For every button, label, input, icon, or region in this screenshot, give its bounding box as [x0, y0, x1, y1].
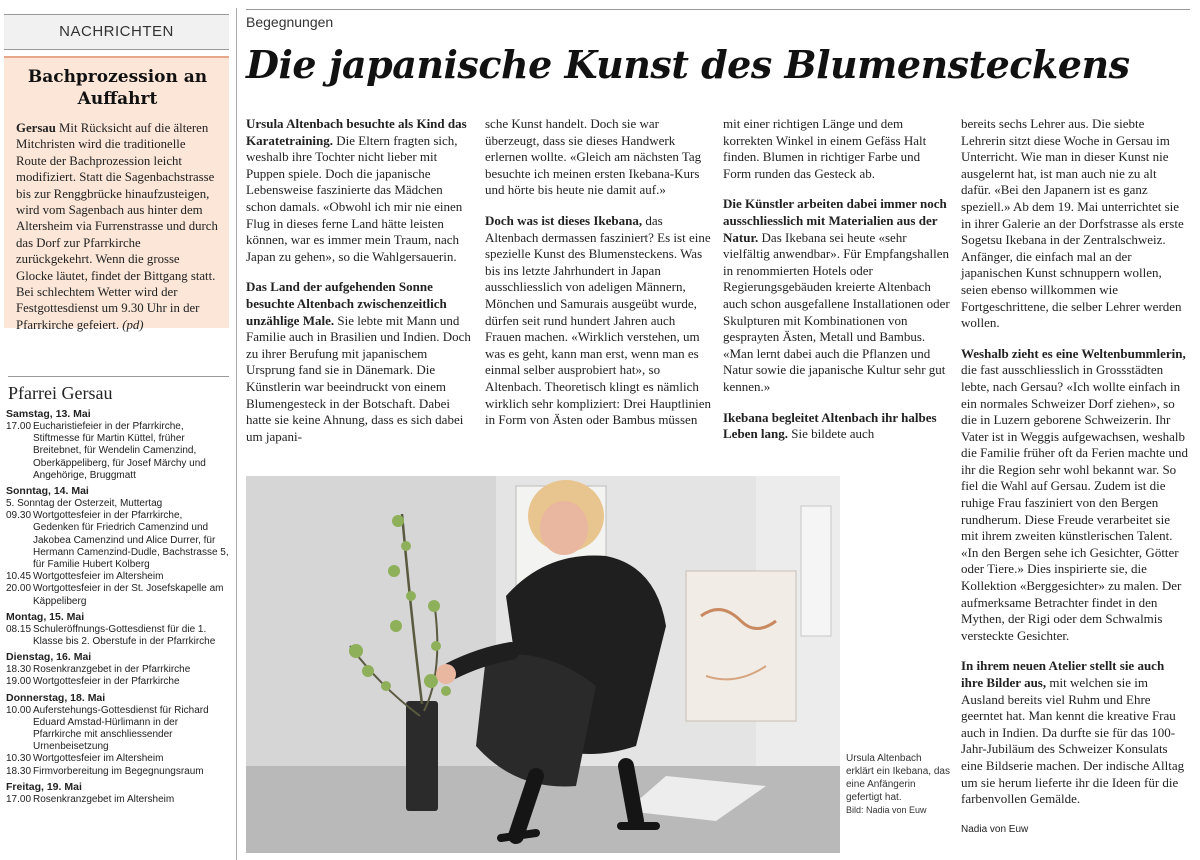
article-paragraph [485, 213, 713, 429]
schedule-entry [6, 705, 229, 754]
schedule-time: 18.30 [6, 765, 32, 777]
schedule-text: Rosenkranzgebet in der Pfarrkirche [33, 664, 191, 676]
photo-caption [846, 752, 952, 817]
rubric: Begegnungen [246, 14, 334, 30]
article-column-3 [723, 116, 951, 457]
schedule-entry [6, 624, 229, 648]
schedule-entry [6, 676, 229, 688]
news-body [16, 120, 219, 333]
schedule-day-name: Sonntag, 14. Mai [6, 485, 89, 498]
schedule-entry [6, 753, 229, 765]
schedule-day-name: Donnerstag, 18. Mai [6, 691, 106, 704]
schedule-time: 19.00 [6, 676, 32, 688]
article-paragraph [246, 279, 474, 445]
schedule-time: 10.45 [6, 571, 32, 583]
paragraph-text: bereits sechs Lehrer aus. Die siebte Lehrerin sitzt diese Woche in Gersau im Unterricht. Wie man in dieser Kunst nie ausgelernt hat, ist man auch nie zu alt dafür. «Bei den Japanern ist es ganz speziell.» Ab dem 19. Mai unterrichtet sie in ihrer Galerie an der Dorfstrasse als erste Sogetsu Ikebana in der Zentralschweiz. Anfänger, die einfach mal an der japanischen Kunst schnuppern wollen, seien ebenso willkommen wie Fortgeschrittene, die selber Lehrer werden wollen. [961, 116, 1184, 331]
section-header: NACHRICHTEN [4, 14, 229, 50]
schedule-time: 08.15 [6, 623, 32, 635]
schedule-time: 10.30 [6, 753, 32, 765]
photo-illustration [246, 476, 840, 853]
paragraph-text: mit einer richtigen Länge und dem korrekten Winkel in einem Gefäss Halt finden. Blumen in richtiger Farbe und Form runden das Gesteck ab. [723, 116, 927, 181]
article-column-2 [485, 116, 713, 443]
paragraph-text: Das Ikebana sei heute «sehr vielfältig anwendbar». Für Empfangshallen in renommierten Hotels oder Regierungsgebäuden kreierte Altenbach auch schon ausgefallene Installationen oder Skulpturen mit Kombinationen von gesprayten Ästen, Metall und Bambus. «Man lernt dabei auch die Pflanzen und Natur sowie die japanische Kultur sehr gut kennen.» [723, 229, 950, 394]
schedule-text: Wortgottesfeier in der Pfarrkirche [33, 676, 180, 688]
article-column-1 [246, 116, 474, 459]
news-text: Mit Rücksicht auf die älteren Mitchristen wird die traditionelle Route der Bachprozession leicht modifiziert. Statt die Sagenbachstrasse bis zur Renggbrücke hinaufzusteigen, wird vom Sagenbach aus hinter dem Altersheim via Furrenstrasse und durch das Dorf zur Pfarrkirche zurückgekehrt. Wenn die grosse Glocke läutet, findet der Bittgang statt. Bei schlechtem Wetter wird der Festgottesdienst um 9.30 Uhr in der Pfarrkirche gefeiert. [16, 121, 218, 332]
schedule-text: Schuleröffnungs-Gottesdienst für die 1. Klasse bis 2. Oberstufe in der Pfarrkirche [33, 623, 216, 648]
article-photo [246, 476, 840, 853]
article-paragraph [723, 410, 951, 443]
schedule-day [6, 692, 229, 778]
paragraph-lead: Ikebana begleitet Altenbach ihr halbes Leben lang. [723, 409, 937, 442]
church-schedule [6, 408, 229, 809]
schedule-entry [6, 498, 229, 510]
paragraph-text: Sie lebte mit Mann und Familie auch in Brasilien und Indien. Doch zu ihrer Berufung mit japanischem Ursprung fand sie in Dänemark. Die Künstlerin war beeindruckt von einem Blumengesteck in der Botschaft. Dabei hatte sie keine Ahnung, dass es sich dabei um japani- [246, 312, 471, 444]
column-divider [236, 8, 237, 860]
schedule-text: Firmvorbereitung im Begegnungsraum [33, 765, 204, 777]
article-paragraph [961, 116, 1189, 332]
news-title: Bachprozession an Auffahrt [27, 67, 208, 109]
schedule-day [6, 611, 229, 648]
article-paragraph [723, 116, 951, 182]
column-4-text [961, 116, 1189, 808]
caption-text: Ursula Altenbach erklärt ein Ikebana, das eine Anfängerin gefertigt hat. [846, 753, 950, 803]
paragraph-text: mit welchen sie im Ausland bereits viel Ruhm und Ehre geerntet hat. Man kennt die kreative Frau auch in Indien. Da durfte sie für das 100-Jahr-Jubiläum des Schweizer Konsulats eine Bildserie machen. Der indische Alltag um sie herum lieferte ihr die Ideen für die farbenvollen Gemälde. [961, 675, 1185, 807]
schedule-entry [6, 664, 229, 676]
schedule-entry [6, 766, 229, 778]
schedule-entry [6, 421, 229, 482]
schedule-day-name: Freitag, 19. Mai [6, 780, 82, 793]
paragraph-text: Sie bildete auch [788, 426, 875, 442]
schedule-text: Auferstehungs-Gottesdienst für Richard Eduard Amstad-Hürlimann in der Pfarrkirche mit anschliessender Urnenbeisetzung [33, 704, 209, 753]
article-paragraph [485, 116, 713, 199]
paragraph-text: sche Kunst handelt. Doch sie war überzeugt, dass sie dieses Handwerk erlernen wollte. «Gleich am nächsten Tag besuchte ich meinen ersten Ikebana-Kurs und hörte bis heute nie damit auf.» [485, 116, 702, 198]
schedule-text: Eucharistiefeier in der Pfarrkirche, Stiftmesse für Martin Küttel, früher Breitebnet, für Wendelin Camenzind, Oberkäppeliberg, für Josef Märchy und Angehörige, Bruggmatt [33, 421, 206, 481]
paragraph-lead: Doch was ist dieses Ikebana, [485, 212, 643, 228]
schedule-day [6, 408, 229, 482]
schedule-time: 17.00 [6, 421, 32, 432]
paragraph-text: das Altenbach dermassen fasziniert? Es ist eine spezielle Kunst des Blumensteckens. Was bis ins letzte Jahrhundert in Japan ausschliesslich von adeligen Männern, Mönchen und Samurais ausgeübt wurde, dürfen seit rund hundert Jahren auch Frauen machen. «Wirklich verstehen, um was es geht, kann man erst, wenn man es einmal selber ausprobiert hat», so Altenbach. Theoretisch klingt es nämlich wirklich sehr kompliziert: Drei Hauptlinien in Form von Ästen oder Bambus müssen [485, 212, 711, 428]
schedule-time: 09.30 [6, 510, 32, 522]
schedule-time: 18.30 [6, 664, 32, 676]
article-paragraph [723, 196, 951, 395]
schedule-text: 5. Sonntag der Osterzeit, Muttertag [6, 498, 163, 510]
schedule-day-name: Samstag, 13. Mai [6, 408, 91, 420]
paragraph-text: Die Eltern fragten sich, weshalb ihre Tochter nicht lieber mit Puppen spiele. Doch die japanische Lebensweise faszinierte das Mädchen schon damals. «Obwohl ich mir nie einen Flug in dieses ferne Land hätte leisten können, war es immer mein Traum, nach Japan zu gehen», so die Wahlgersauerin. [246, 132, 463, 264]
paragraph-text: die fast ausschliesslich in Grossstädten lebte, nach Gersau? «Ich wollte einfach in ein normales Schweizer Dorf ziehen», so die in Luzern geborene Schweizerin. Ihr Vater ist in Weggis aufgewachsen, weshalb die Familie früher oft da Ferien machte und ihr die Region sehr wohl bekannt war. So fiel die Wahl auf Gersau. Zudem ist die ruhige Frau fasziniert von den Bergen rundherum. Diese Freude verarbeitet sie mit ihrem zweiten künstlerischen Talent. «In den Bergen sehe ich Gesichter, Götter oder Tiere.» Dies inspirierte sie, die Kollektion «Berggesichter» zu malen. Der aufmerksame Betrachter findet in den Mythen, der Rigi oder dem Schwalmis versteckte Gesichter. [961, 362, 1189, 643]
schedule-entry [6, 794, 229, 806]
schedule-text: Wortgottesfeier in der Pfarrkirche, Gedenken für Friedrich Camenzind und Jakobea Camenzind und Alice Durrer, für Hermann Camenzind-Dudle, Bachstrasse 5, für Familie Hubert Kolberg [33, 510, 229, 571]
photo-credit: Bild: Nadia von Euw [846, 805, 927, 815]
schedule-day-name: Montag, 15. Mai [6, 610, 85, 623]
schedule-day [6, 781, 229, 806]
paragraph-lead: In ihrem neuen Atelier stellt sie auch ihre Bilder aus, [961, 658, 1165, 690]
paragraph-lead: Weshalb zieht es eine Weltenbummlerin, [961, 345, 1186, 361]
sidebar [4, 8, 229, 860]
news-box [4, 56, 229, 332]
schedule-text: Wortgottesfeier im Altersheim [33, 753, 164, 765]
article-paragraph [961, 346, 1189, 645]
article-column-4 [961, 116, 1189, 838]
schedule-day [6, 651, 229, 688]
news-dateline: Gersau [16, 121, 56, 135]
pfarrei-title: Pfarrei Gersau [8, 376, 229, 404]
schedule-time: 10.00 [6, 704, 32, 716]
schedule-text: Wortgottesfeier im Altersheim [33, 571, 164, 583]
headline: Die japanische Kunst des Blumensteckens [246, 42, 1130, 87]
schedule-day-name: Dienstag, 16. Mai [6, 651, 92, 664]
article-paragraph [961, 658, 1189, 807]
schedule-text: Wortgottesfeier in der St. Josefskapelle am Käppeliberg [33, 583, 224, 607]
top-rule [246, 9, 1190, 10]
paragraph-lead: Die Künstler arbeiten dabei immer noch ausschliesslich mit Materialien aus der Natur. [723, 196, 947, 245]
schedule-day [6, 485, 229, 608]
news-author: (pd) [122, 317, 144, 332]
author-signature: Nadia von Euw [961, 823, 1029, 835]
schedule-entry [6, 583, 229, 607]
paragraph-lead: Das Land der aufgehenden Sonne besuchte Altenbach zwischenzeitlich unzählige Male. [246, 279, 447, 328]
schedule-text: Rosenkranzgebet im Altersheim [33, 793, 175, 805]
article-paragraph [246, 116, 474, 265]
schedule-time: 17.00 [6, 793, 32, 805]
schedule-time: 20.00 [6, 583, 32, 595]
schedule-entry [6, 571, 229, 583]
schedule-entry [6, 510, 229, 571]
paragraph-lead: Ursula Altenbach besuchte als Kind das Karatetraining. [246, 116, 467, 148]
